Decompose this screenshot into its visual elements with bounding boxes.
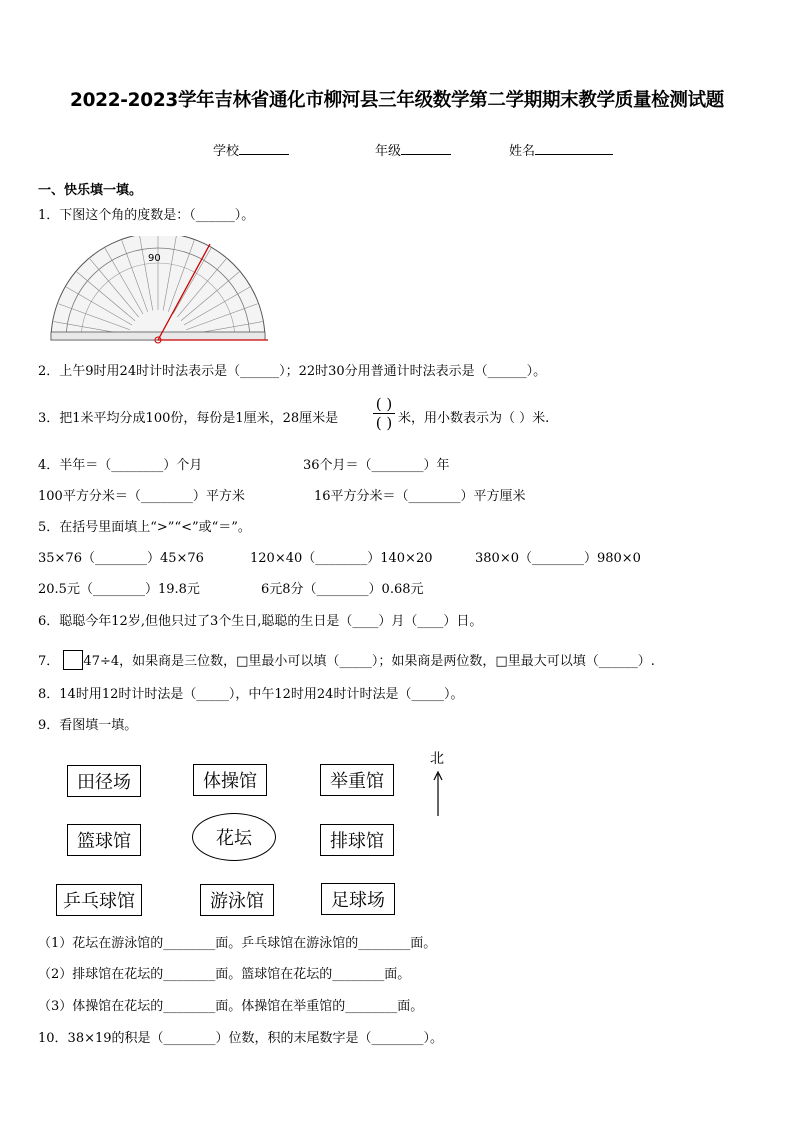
question-3-before: 3．把1米平均分成100份，每份是1厘米，28厘米是	[38, 411, 339, 426]
question-9-sub-3: （3）体操馆在花坛的________面。体操馆在举重馆的________面。	[38, 999, 424, 1014]
question-5-item: 20.5元（________）19.8元	[38, 582, 200, 597]
question-7	[38, 650, 655, 670]
protractor-icon	[48, 236, 273, 346]
grade-field[interactable]	[375, 142, 451, 160]
map-box-weightlifting: 举重馆	[320, 764, 394, 796]
question-3-after: 米，用小数表示为（ ）米.	[398, 411, 550, 426]
question-5: 5．在括号里面填上“>”“<”或“＝”。	[38, 520, 251, 535]
question-5-item: 380×0（________）980×0	[475, 551, 641, 566]
fraction[interactable]	[373, 396, 395, 431]
question-9-sub-2: （2）排球馆在花坛的________面。篮球馆在花坛的________面。	[38, 967, 411, 982]
grade-label: 年级	[375, 144, 402, 159]
school-label: 学校	[213, 144, 240, 159]
name-field[interactable]	[509, 142, 613, 160]
question-7-number: 7．	[38, 654, 60, 669]
map-box-basketball: 篮球馆	[67, 824, 141, 856]
question-1: 1．下图这个角的度数是：（______）。	[38, 208, 255, 223]
school-field[interactable]	[213, 142, 289, 160]
name-label: 姓名	[509, 144, 536, 159]
fraction-numerator: ( )	[375, 395, 393, 413]
question-7-text: 47÷4，如果商是三位数，□里最小可以填（_____）；如果商是两位数，□里最大可以填（______）.	[83, 654, 655, 669]
section-heading: 一、快乐填一填。	[38, 183, 143, 198]
north-label: 北	[430, 751, 444, 767]
question-6: 6．聪聪今年12岁,但他只过了3个生日,聪聪的生日是（____）月（____）日。	[38, 614, 483, 629]
question-5-item: 120×40（________）140×20	[250, 551, 433, 566]
question-4-a: 4．半年＝（________）个月	[38, 458, 203, 473]
question-5-item: 6元8分（________）0.68元	[261, 582, 424, 597]
map-box-track-field: 田径场	[67, 765, 141, 797]
blank-square[interactable]	[63, 650, 83, 670]
protractor-90-label: 90	[148, 253, 161, 264]
question-4-b: 36个月＝（________）年	[303, 458, 450, 473]
protractor-figure	[48, 236, 273, 350]
map-box-table-tennis: 乒乓球馆	[56, 884, 142, 916]
question-2: 2．上午9时用24时计时法表示是（______）；22时30分用普通计时法表示是（______）。	[38, 364, 547, 379]
north-arrow-icon	[431, 770, 445, 822]
question-4-c: 100平方分米＝（________）平方米	[38, 489, 245, 504]
map-box-football: 足球场	[321, 883, 395, 915]
question-9-sub-1: （1）花坛在游泳馆的________面。乒乓球馆在游泳馆的________面。	[38, 936, 437, 951]
map-box-swimming: 游泳馆	[200, 884, 274, 916]
page-title: 2022-2023学年吉林省通化市柳河县三年级数学第二学期期末教学质量检测试题	[70, 90, 724, 111]
question-8: 8．14时用12时计时法是（_____），中午12时用24时计时法是（_____）。	[38, 687, 464, 702]
question-5-item: 35×76（________）45×76	[38, 551, 204, 566]
fraction-denominator: ( )	[375, 414, 393, 432]
map-flower-bed: 花坛	[192, 813, 276, 861]
map-box-volleyball: 排球馆	[320, 824, 394, 856]
question-10: 10．38×19的积是（________）位数，积的末尾数字是（________）。	[38, 1031, 444, 1046]
question-4-d: 16平方分米＝（________）平方厘米	[314, 489, 526, 504]
question-9: 9．看图填一填。	[38, 718, 138, 733]
map-box-gymnasium: 体操馆	[193, 764, 267, 796]
